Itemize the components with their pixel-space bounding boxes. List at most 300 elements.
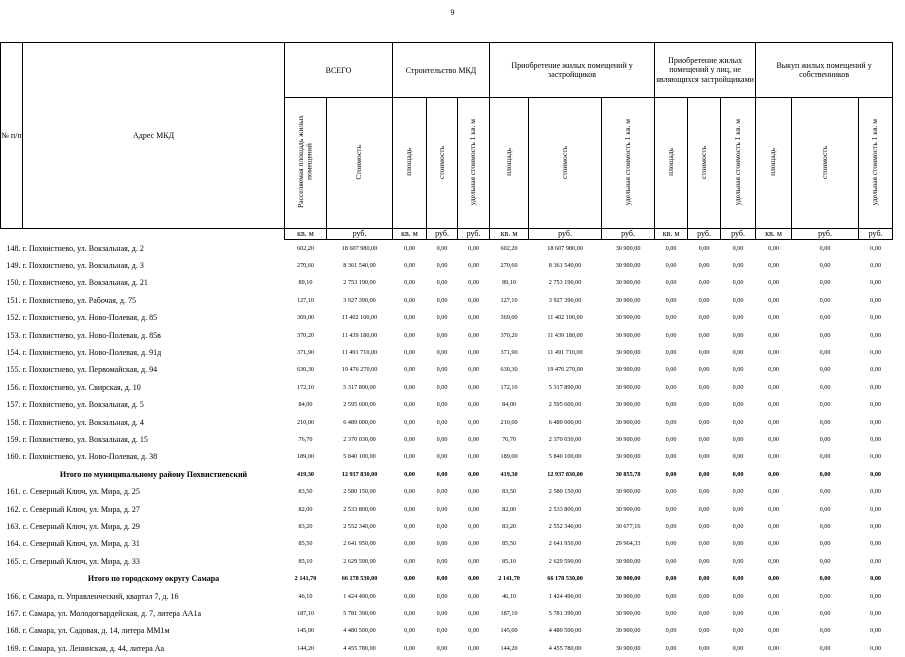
cell-value: 0,00 xyxy=(436,627,448,635)
cell-value: 0,00 xyxy=(404,331,415,339)
cell-value: 0,00 xyxy=(404,627,415,635)
cell-value: 0,00 xyxy=(768,296,779,304)
cell-value: 0,00 xyxy=(436,557,448,565)
cell-value: 0,00 xyxy=(870,366,881,374)
cell-value: 8 361 540,00 xyxy=(343,262,376,270)
cell-value: 127,10 xyxy=(296,296,314,304)
cell-value: 0,00 xyxy=(768,262,779,270)
cell-value: 2 595 600,00 xyxy=(548,401,582,409)
cell-value: 270,60 xyxy=(296,262,314,270)
cell-value: 602,20 xyxy=(296,244,314,252)
cell-value: 4 480 500,00 xyxy=(548,627,582,635)
cell-value: 0,00 xyxy=(404,592,415,600)
cell-value: 0,00 xyxy=(468,383,479,391)
col-area: площадь xyxy=(503,148,513,176)
table-row xyxy=(1,639,893,656)
cell-value: 0,00 xyxy=(698,453,710,461)
cell-value: 83,20 xyxy=(298,522,313,530)
cell-value: 0,00 xyxy=(732,470,744,478)
cell-value: 0,00 xyxy=(732,331,744,339)
cell-value: 210,00 xyxy=(296,418,314,426)
cell-value: 0,00 xyxy=(732,366,744,374)
cell-value: 1 424 490,00 xyxy=(343,592,376,600)
cell-value: 0,00 xyxy=(436,366,448,374)
row-number: 152. xyxy=(6,313,21,323)
cell-value: 0,00 xyxy=(768,279,779,287)
row-number: 162. xyxy=(6,504,21,514)
cell-value: 85,10 xyxy=(502,557,516,565)
row-address: с. Северный Ключ, ул. Мира, д. 31 xyxy=(22,539,140,549)
cell-value: 0,00 xyxy=(819,401,831,409)
cell-value: 0,00 xyxy=(468,505,479,513)
cell-value: 0,00 xyxy=(819,644,831,652)
cell-value: 0,00 xyxy=(698,522,710,530)
row-number: 164. xyxy=(6,539,21,549)
cell-value: 11 439 180,00 xyxy=(547,331,583,339)
cell-value: 0,00 xyxy=(768,522,779,530)
cell-value: 0,00 xyxy=(819,314,831,322)
cell-value: 30 900,00 xyxy=(615,314,641,322)
unit-label: руб. xyxy=(859,229,893,240)
cell-value: 0,00 xyxy=(768,557,779,565)
row-address: с. Северный Ключ, ул. Мира, д. 33 xyxy=(22,556,140,566)
cell-value: 370,20 xyxy=(500,331,518,339)
cell-value: 76,70 xyxy=(298,435,313,443)
cell-value: 0,00 xyxy=(404,435,415,443)
cell-value: 2 580 150,00 xyxy=(343,488,376,496)
cell-value: 0,00 xyxy=(468,644,479,652)
row-address: г. Похвистнево, ул. Вокзальная, д. 5 xyxy=(22,400,144,410)
cell-value: 0,00 xyxy=(404,470,415,478)
cell-value: 11 402 100,00 xyxy=(547,314,583,322)
cell-value: 0,00 xyxy=(404,349,415,357)
cell-value: 369,00 xyxy=(296,314,314,322)
row-number: 161. xyxy=(6,487,21,497)
cell-value: 0,00 xyxy=(468,540,479,548)
cell-value: 0,00 xyxy=(665,331,677,339)
cell-value: 0,00 xyxy=(468,401,479,409)
cell-value: 19 476 270,00 xyxy=(341,366,378,374)
cell-value: 127,10 xyxy=(500,296,518,304)
cell-value: 0,00 xyxy=(404,418,415,426)
cell-value: 0,00 xyxy=(468,331,479,339)
cell-value: 0,00 xyxy=(404,366,415,374)
cell-value: 30 900,00 xyxy=(615,627,641,635)
cell-value: 84,00 xyxy=(502,401,516,409)
group-total: ВСЕГО xyxy=(325,65,352,75)
cell-value: 0,00 xyxy=(768,627,779,635)
cell-value: 6 489 000,00 xyxy=(548,418,582,426)
row-address: г. Похвистнево, ул. Первомайская, д. 94 xyxy=(22,365,158,375)
table-row xyxy=(1,605,893,622)
table-row xyxy=(1,379,893,396)
table-row xyxy=(1,622,893,639)
cell-value: 30 900,00 xyxy=(615,366,641,374)
cell-value: 0,00 xyxy=(768,331,779,339)
table-row xyxy=(1,448,893,465)
cell-value: 630,30 xyxy=(500,366,518,374)
cell-value: 11 491 710,00 xyxy=(341,349,378,357)
unit-label: руб. xyxy=(327,229,393,240)
cell-value: 0,00 xyxy=(665,244,677,252)
table-row xyxy=(1,483,893,500)
cell-value: 0,00 xyxy=(732,488,744,496)
unit-label: руб. xyxy=(688,229,721,240)
group-owners: Выкуп жилых помещений у собственников xyxy=(776,60,872,79)
cell-value: 0,00 xyxy=(665,435,677,443)
cell-value: 29 964,33 xyxy=(615,540,641,548)
cell-value: 0,00 xyxy=(404,401,415,409)
cell-value: 0,00 xyxy=(404,383,415,391)
cell-value: 0,00 xyxy=(698,279,710,287)
cell-value: 76,70 xyxy=(502,435,516,443)
cell-value: 0,00 xyxy=(665,557,677,565)
col-resettled-area: Расселяемая площадь жилых помещений xyxy=(296,115,314,209)
cell-value: 82,00 xyxy=(298,505,313,513)
cell-value: 0,00 xyxy=(768,540,779,548)
col-unit-cost: удельная стоимость 1 кв. м xyxy=(732,118,742,206)
cell-value: 630,30 xyxy=(296,366,314,374)
table-row xyxy=(1,431,893,448)
cell-value: 0,00 xyxy=(768,349,779,357)
cell-value: 0,00 xyxy=(819,609,831,617)
cell-value: 172,10 xyxy=(500,383,518,391)
cell-value: 0,00 xyxy=(404,609,415,617)
col-area: площадь xyxy=(768,148,778,176)
col-cost: стоимость xyxy=(698,145,708,179)
group-developers: Приобретение жилых помещений у застройщиков xyxy=(511,60,633,79)
cell-value: 0,00 xyxy=(819,366,831,374)
cell-value: 187,10 xyxy=(296,609,314,617)
table-row xyxy=(1,257,893,274)
cell-value: 0,00 xyxy=(870,244,881,252)
cell-value: 0,00 xyxy=(768,609,779,617)
cell-value: 0,00 xyxy=(870,505,881,513)
cell-value: 0,00 xyxy=(404,522,415,530)
cell-value: 0,00 xyxy=(819,279,831,287)
cell-value: 145,00 xyxy=(296,627,314,635)
row-address: г. Похвистнево, ул. Вокзальная, д. 4 xyxy=(22,417,144,427)
cell-value: 0,00 xyxy=(698,401,710,409)
row-address: с. Северный Ключ, ул. Мира, д. 25 xyxy=(22,487,140,497)
cell-value: 66 178 530,00 xyxy=(547,575,583,583)
cell-value: 18 607 980,00 xyxy=(341,244,378,252)
row-number: 151. xyxy=(6,295,21,305)
cell-value: 8 361 540,00 xyxy=(548,262,582,270)
cell-value: 0,00 xyxy=(819,331,831,339)
cell-value: 0,00 xyxy=(436,575,448,583)
cell-value: 0,00 xyxy=(870,383,881,391)
row-address: с. Северный Ключ, ул. Мира, д. 29 xyxy=(22,521,140,531)
row-address: г. Похвистнево, ул. Вокзальная, д. 15 xyxy=(22,434,148,444)
cell-value: 0,00 xyxy=(698,627,710,635)
cell-value: 0,00 xyxy=(468,262,479,270)
cell-value: 0,00 xyxy=(870,488,881,496)
cell-value: 0,00 xyxy=(468,435,479,443)
row-number: 148. xyxy=(6,243,21,253)
cell-value: 0,00 xyxy=(732,575,744,583)
cell-value: 144,20 xyxy=(500,644,518,652)
col-unit-cost: удельная стоимость 1 кв. м xyxy=(468,118,478,206)
cell-value: 30 900,00 xyxy=(615,505,641,513)
page-number: 9 xyxy=(450,8,455,17)
cell-value: 0,00 xyxy=(468,522,479,530)
cell-value: 0,00 xyxy=(468,296,479,304)
cell-value: 0,00 xyxy=(698,418,710,426)
unit-label: руб. xyxy=(458,229,490,240)
row-address: г. Похвистнево, ул. Ново-Полевая, д. 85в xyxy=(22,330,161,340)
cell-value: 0,00 xyxy=(436,453,448,461)
cell-value: 0,00 xyxy=(665,349,677,357)
cell-value: 0,00 xyxy=(870,557,881,565)
cell-value: 0,00 xyxy=(768,401,779,409)
col-cost: стоимость xyxy=(819,145,829,179)
cell-value: 0,00 xyxy=(698,314,710,322)
cell-value: 85,50 xyxy=(502,540,516,548)
cell-value: 11 439 180,00 xyxy=(341,331,378,339)
col-cost: стоимость xyxy=(559,145,569,179)
cell-value: 30 900,00 xyxy=(615,592,641,600)
col-area: площадь xyxy=(665,148,675,176)
cell-value: 0,00 xyxy=(768,435,779,443)
cell-value: 0,00 xyxy=(468,557,479,565)
cell-value: 0,00 xyxy=(698,349,710,357)
cell-value: 0,00 xyxy=(732,349,744,357)
row-number: 168. xyxy=(6,626,21,636)
cell-value: 0,00 xyxy=(732,592,744,600)
cell-value: 0,00 xyxy=(870,453,881,461)
cell-value: 0,00 xyxy=(870,296,881,304)
cell-value: 0,00 xyxy=(436,644,448,652)
cell-value: 0,00 xyxy=(732,279,744,287)
row-address: с. Северный Ключ, ул. Мира, д. 27 xyxy=(22,504,140,514)
cell-value: 0,00 xyxy=(732,522,744,530)
cell-value: 369,00 xyxy=(500,314,518,322)
cell-value: 30 900,00 xyxy=(615,575,641,583)
cell-value: 0,00 xyxy=(819,592,831,600)
cell-value: 0,00 xyxy=(665,592,677,600)
row-address: г. Самара, ул. Ленинская, д. 44, литера Аа xyxy=(22,643,164,653)
cell-value: 0,00 xyxy=(819,244,831,252)
cell-value: 0,00 xyxy=(732,383,744,391)
cell-value: 371,90 xyxy=(296,349,314,357)
cell-value: 0,00 xyxy=(819,383,831,391)
cell-value: 0,00 xyxy=(404,279,415,287)
cell-value: 270,60 xyxy=(500,262,518,270)
cell-value: 0,00 xyxy=(436,540,448,548)
table-row xyxy=(1,309,893,326)
cell-value: 0,00 xyxy=(665,575,677,583)
cell-value: 0,00 xyxy=(436,349,448,357)
cell-value: 0,00 xyxy=(468,453,479,461)
unit-label: руб. xyxy=(529,229,602,240)
cell-value: 0,00 xyxy=(819,522,831,530)
cell-value: 0,00 xyxy=(404,575,415,583)
col-cost: стоимость xyxy=(436,145,446,179)
cell-value: 0,00 xyxy=(436,609,448,617)
cell-value: 187,10 xyxy=(500,609,518,617)
row-address: г. Самара, ул. Молодогвардейская, д. 7, литера АА1а xyxy=(22,608,202,618)
cell-value: 0,00 xyxy=(665,383,677,391)
cell-value: 0,00 xyxy=(436,296,448,304)
row-number: 167. xyxy=(6,608,21,618)
cell-value: 30 900,00 xyxy=(615,557,641,565)
row-number: 160. xyxy=(6,452,21,462)
cell-value: 3 927 390,00 xyxy=(343,296,376,304)
cell-value: 0,00 xyxy=(819,349,831,357)
cell-value: 0,00 xyxy=(468,609,479,617)
row-address: г. Самара, п. Управленческий, квартал 7, д. 16 xyxy=(22,591,179,601)
cell-value: 0,00 xyxy=(698,262,710,270)
cell-value: 0,00 xyxy=(665,401,677,409)
cell-value: 0,00 xyxy=(665,262,677,270)
cell-value: 0,00 xyxy=(404,557,415,565)
cell-value: 83,50 xyxy=(298,488,313,496)
cell-value: 0,00 xyxy=(870,331,881,339)
cell-value: 0,00 xyxy=(665,418,677,426)
cell-value: 0,00 xyxy=(819,505,831,513)
cell-value: 145,00 xyxy=(500,627,518,635)
cell-value: 0,00 xyxy=(768,314,779,322)
cell-value: 0,00 xyxy=(698,609,710,617)
cell-value: 189,00 xyxy=(296,453,314,461)
cell-value: 0,00 xyxy=(404,314,415,322)
cell-value: 4 455 780,00 xyxy=(343,644,376,652)
cell-value: 30 900,00 xyxy=(615,331,641,339)
cell-value: 5 317 890,00 xyxy=(548,383,582,391)
cell-value: 89,10 xyxy=(298,279,313,287)
cell-value: 0,00 xyxy=(870,627,881,635)
cell-value: 0,00 xyxy=(732,418,744,426)
cell-value: 0,00 xyxy=(404,296,415,304)
cell-value: 2 641 950,00 xyxy=(548,540,582,548)
cell-value: 0,00 xyxy=(732,262,744,270)
cell-value: 2 552 340,00 xyxy=(343,522,376,530)
cell-value: 11 402 100,00 xyxy=(341,314,378,322)
cell-value: 0,00 xyxy=(819,470,831,478)
cell-value: 0,00 xyxy=(870,540,881,548)
table-row xyxy=(1,413,893,430)
row-number xyxy=(1,466,23,483)
unit-label: руб. xyxy=(602,229,655,240)
cell-value: 189,00 xyxy=(500,453,518,461)
table-row xyxy=(1,361,893,378)
cell-value: 0,00 xyxy=(819,435,831,443)
cell-value: 0,00 xyxy=(819,453,831,461)
cell-value: 0,00 xyxy=(870,418,881,426)
cell-value: 0,00 xyxy=(665,627,677,635)
cell-value: 0,00 xyxy=(436,279,448,287)
cell-value: 0,00 xyxy=(436,592,448,600)
cell-value: 0,00 xyxy=(732,453,744,461)
cell-value: 0,00 xyxy=(698,592,710,600)
cell-value: 11 491 710,00 xyxy=(547,349,583,357)
row-number: 158. xyxy=(6,417,21,427)
cell-value: 0,00 xyxy=(819,488,831,496)
cell-value: 0,00 xyxy=(698,488,710,496)
cell-value: 30 900,00 xyxy=(615,244,641,252)
cell-value: 2 629 590,00 xyxy=(548,557,582,565)
row-number: 150. xyxy=(6,278,21,288)
table-row xyxy=(1,274,893,291)
cell-value: 0,00 xyxy=(732,557,744,565)
unit-label: кв. м xyxy=(655,229,688,240)
cell-value: 5 781 390,00 xyxy=(548,609,582,617)
cell-value: 0,00 xyxy=(468,244,479,252)
row-number xyxy=(1,570,23,587)
cell-value: 19 476 270,00 xyxy=(547,366,583,374)
cell-value: 3 927 390,00 xyxy=(548,296,582,304)
cell-value: 0,00 xyxy=(768,470,779,478)
cell-value: 4 480 500,00 xyxy=(343,627,376,635)
row-number: 166. xyxy=(6,591,21,601)
row-address: г. Похвистнево, ул. Вокзальная, д. 21 xyxy=(22,278,148,288)
cell-value: 0,00 xyxy=(468,418,479,426)
header-num: № п/п xyxy=(1,130,22,140)
table-row xyxy=(1,240,893,257)
cell-value: 1 424 490,00 xyxy=(548,592,582,600)
cell-value: 66 178 530,00 xyxy=(341,575,378,583)
cell-value: 0,00 xyxy=(468,349,479,357)
cell-value: 602,20 xyxy=(500,244,518,252)
col-cost: Стоимость xyxy=(354,144,364,180)
cell-value: 0,00 xyxy=(732,244,744,252)
cell-value: 0,00 xyxy=(698,557,710,565)
cell-value: 5 317 890,00 xyxy=(343,383,376,391)
cell-value: 0,00 xyxy=(436,470,448,478)
cell-value: 0,00 xyxy=(468,592,479,600)
cell-value: 0,00 xyxy=(768,592,779,600)
cell-value: 0,00 xyxy=(665,366,677,374)
cell-value: 12 937 830,00 xyxy=(547,470,583,478)
row-number: 149. xyxy=(6,261,21,271)
cell-value: 0,00 xyxy=(819,627,831,635)
cell-value: 30 900,00 xyxy=(615,435,641,443)
cell-value: 0,00 xyxy=(436,314,448,322)
cell-value: 0,00 xyxy=(404,644,415,652)
table-row xyxy=(1,344,893,361)
unit-label: кв. м xyxy=(490,229,529,240)
row-number: 165. xyxy=(6,556,21,566)
cell-value: 0,00 xyxy=(698,331,710,339)
cell-value: 0,00 xyxy=(436,401,448,409)
cell-value: 0,00 xyxy=(870,435,881,443)
cell-value: 0,00 xyxy=(436,383,448,391)
cell-value: 0,00 xyxy=(698,540,710,548)
cell-value: 0,00 xyxy=(436,488,448,496)
cell-value: 84,00 xyxy=(298,401,313,409)
cell-value: 0,00 xyxy=(870,575,881,583)
cell-value: 0,00 xyxy=(698,644,710,652)
col-unit-cost: удельная стоимость 1 кв. м xyxy=(622,118,632,206)
cell-value: 0,00 xyxy=(436,418,448,426)
cell-value: 0,00 xyxy=(870,592,881,600)
cell-value: 12 937 830,00 xyxy=(341,470,378,478)
row-number: 157. xyxy=(6,400,21,410)
table-row xyxy=(1,500,893,517)
cell-value: 0,00 xyxy=(732,435,744,443)
cell-value: 85,10 xyxy=(298,557,313,565)
cell-value: 0,00 xyxy=(468,366,479,374)
col-area: площадь xyxy=(404,148,414,176)
cell-value: 5 840 100,00 xyxy=(343,453,376,461)
cell-value: 0,00 xyxy=(870,262,881,270)
cell-value: 0,00 xyxy=(698,505,710,513)
cell-value: 0,00 xyxy=(468,279,479,287)
cell-value: 46,10 xyxy=(298,592,313,600)
cell-value: 30 900,00 xyxy=(615,279,641,287)
row-number: 169. xyxy=(6,643,21,653)
